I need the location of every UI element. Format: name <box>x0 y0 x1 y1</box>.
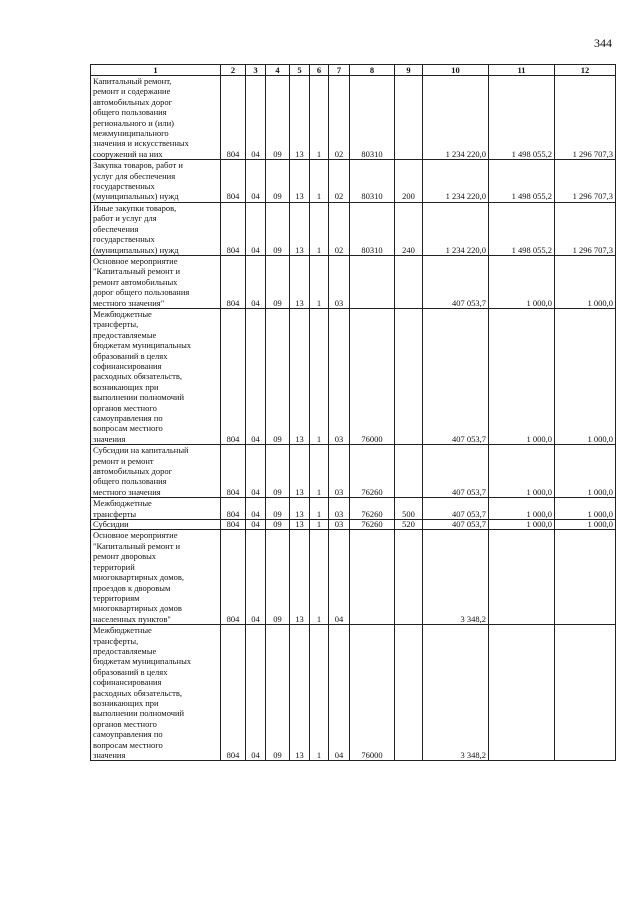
cell-col-4: 09 <box>266 160 290 203</box>
table-row <box>91 445 616 498</box>
column-header: 9 <box>395 65 423 76</box>
cell-col-11: 1 000,0 <box>489 445 555 498</box>
cell-col-3: 04 <box>246 445 266 498</box>
cell-col-11: 1 498 055,2 <box>489 202 555 255</box>
column-header: 1 <box>91 65 221 76</box>
cell-col-5: 13 <box>290 160 310 203</box>
column-header: 7 <box>329 65 350 76</box>
row-name-cell: Основное мероприятие "Капитальный ремонт и ремонт дворовых территорий многоквартирных домов, проездов к дворовым территориям многоквартирных домов населенных пунктов" <box>91 530 221 625</box>
row-name-cell: Субсидии на капитальный ремонт и ремонт автомобильных дорог общего пользования местного значения <box>91 445 221 498</box>
cell-col-6: 1 <box>310 520 329 530</box>
cell-col-10: 3 348,2 <box>423 530 489 625</box>
table-row <box>91 76 616 160</box>
cell-col-5: 13 <box>290 520 310 530</box>
cell-col-9 <box>395 308 423 444</box>
cell-col-12: 1 000,0 <box>555 255 616 308</box>
cell-col-11: 1 000,0 <box>489 255 555 308</box>
cell-col-9 <box>395 530 423 625</box>
column-header: 3 <box>246 65 266 76</box>
cell-col-11: 1 498 055,2 <box>489 160 555 203</box>
row-name-cell: Иные закупки товаров, работ и услуг для обеспечения государственных (муниципальных) нужд <box>91 202 221 255</box>
cell-col-2: 804 <box>221 498 246 520</box>
cell-col-7: 02 <box>329 76 350 160</box>
cell-col-4: 09 <box>266 445 290 498</box>
cell-col-11: 1 000,0 <box>489 520 555 530</box>
cell-col-8: 80310 <box>350 202 395 255</box>
table-row <box>91 308 616 444</box>
budget-table <box>90 64 616 761</box>
cell-col-8: 80310 <box>350 76 395 160</box>
cell-col-10: 3 348,2 <box>423 625 489 761</box>
cell-col-9 <box>395 625 423 761</box>
cell-col-9: 200 <box>395 160 423 203</box>
cell-col-2: 804 <box>221 160 246 203</box>
cell-col-12: 1 296 707,3 <box>555 160 616 203</box>
cell-col-3: 04 <box>246 202 266 255</box>
row-name-cell: Основное мероприятие "Капитальный ремонт и ремонт автомобильных дорог общего пользования местного значения" <box>91 255 221 308</box>
cell-col-12: 1 296 707,3 <box>555 202 616 255</box>
cell-col-4: 09 <box>266 498 290 520</box>
cell-col-5: 13 <box>290 76 310 160</box>
cell-col-6: 1 <box>310 445 329 498</box>
cell-col-4: 09 <box>266 76 290 160</box>
cell-col-2: 804 <box>221 530 246 625</box>
cell-col-4: 09 <box>266 202 290 255</box>
cell-col-12: 1 000,0 <box>555 445 616 498</box>
cell-col-10: 407 053,7 <box>423 498 489 520</box>
cell-col-7: 03 <box>329 255 350 308</box>
cell-col-6: 1 <box>310 308 329 444</box>
cell-col-3: 04 <box>246 255 266 308</box>
cell-col-10: 1 234 220,0 <box>423 76 489 160</box>
cell-col-4: 09 <box>266 308 290 444</box>
header-row <box>91 65 616 76</box>
row-name-cell: Межбюджетные трансферты, предоставляемые бюджетам муниципальных образований в целях софинансирования расходных обязательств, возникающих при выполнении полномочий органов местного самоуправления по вопросам местного значения <box>91 625 221 761</box>
cell-col-6: 1 <box>310 255 329 308</box>
column-header: 12 <box>555 65 616 76</box>
cell-col-2: 804 <box>221 202 246 255</box>
cell-col-5: 13 <box>290 625 310 761</box>
cell-col-3: 04 <box>246 520 266 530</box>
table-row <box>91 520 616 530</box>
cell-col-3: 04 <box>246 160 266 203</box>
cell-col-7: 03 <box>329 498 350 520</box>
cell-col-7: 03 <box>329 520 350 530</box>
cell-col-3: 04 <box>246 625 266 761</box>
cell-col-12 <box>555 530 616 625</box>
cell-col-7: 02 <box>329 202 350 255</box>
column-header: 5 <box>290 65 310 76</box>
cell-col-5: 13 <box>290 308 310 444</box>
table-row <box>91 625 616 761</box>
cell-col-8: 76260 <box>350 498 395 520</box>
cell-col-5: 13 <box>290 445 310 498</box>
cell-col-7: 03 <box>329 445 350 498</box>
cell-col-5: 13 <box>290 202 310 255</box>
cell-col-4: 09 <box>266 530 290 625</box>
column-header: 10 <box>423 65 489 76</box>
cell-col-10: 407 053,7 <box>423 445 489 498</box>
cell-col-2: 804 <box>221 445 246 498</box>
cell-col-10: 407 053,7 <box>423 255 489 308</box>
cell-col-9 <box>395 445 423 498</box>
cell-col-7: 04 <box>329 530 350 625</box>
cell-col-11: 1 000,0 <box>489 498 555 520</box>
row-name-cell: Капитальный ремонт, ремонт и содержание автомобильных дорог общего пользования регионального и (или) межмуниципального значения и искусственных сооружений на них <box>91 76 221 160</box>
column-header: 2 <box>221 65 246 76</box>
cell-col-11: 1 498 055,2 <box>489 76 555 160</box>
cell-col-2: 804 <box>221 76 246 160</box>
cell-col-2: 804 <box>221 625 246 761</box>
cell-col-6: 1 <box>310 625 329 761</box>
cell-col-9: 500 <box>395 498 423 520</box>
cell-col-12: 1 000,0 <box>555 498 616 520</box>
table-row <box>91 255 616 308</box>
cell-col-12: 1 000,0 <box>555 520 616 530</box>
cell-col-11 <box>489 625 555 761</box>
table-row <box>91 202 616 255</box>
cell-col-11: 1 000,0 <box>489 308 555 444</box>
cell-col-2: 804 <box>221 520 246 530</box>
table-row <box>91 160 616 203</box>
cell-col-2: 804 <box>221 308 246 444</box>
column-header: 11 <box>489 65 555 76</box>
cell-col-3: 04 <box>246 530 266 625</box>
cell-col-4: 09 <box>266 255 290 308</box>
column-header: 4 <box>266 65 290 76</box>
cell-col-5: 13 <box>290 530 310 625</box>
cell-col-3: 04 <box>246 308 266 444</box>
row-name-cell: Межбюджетные трансферты <box>91 498 221 520</box>
cell-col-11 <box>489 530 555 625</box>
cell-col-8 <box>350 530 395 625</box>
cell-col-6: 1 <box>310 202 329 255</box>
cell-col-2: 804 <box>221 255 246 308</box>
cell-col-8: 76000 <box>350 625 395 761</box>
cell-col-5: 13 <box>290 255 310 308</box>
cell-col-6: 1 <box>310 530 329 625</box>
cell-col-6: 1 <box>310 76 329 160</box>
cell-col-9 <box>395 76 423 160</box>
cell-col-8 <box>350 255 395 308</box>
cell-col-3: 04 <box>246 498 266 520</box>
table-row <box>91 530 616 625</box>
cell-col-8: 76260 <box>350 445 395 498</box>
cell-col-4: 09 <box>266 625 290 761</box>
cell-col-12: 1 000,0 <box>555 308 616 444</box>
page-number: 344 <box>594 36 612 50</box>
cell-col-12: 1 296 707,3 <box>555 76 616 160</box>
cell-col-10: 1 234 220,0 <box>423 202 489 255</box>
cell-col-9: 520 <box>395 520 423 530</box>
cell-col-9: 240 <box>395 202 423 255</box>
cell-col-12 <box>555 625 616 761</box>
cell-col-8: 80310 <box>350 160 395 203</box>
cell-col-7: 02 <box>329 160 350 203</box>
cell-col-6: 1 <box>310 160 329 203</box>
column-header: 8 <box>350 65 395 76</box>
cell-col-10: 407 053,7 <box>423 520 489 530</box>
cell-col-9 <box>395 255 423 308</box>
cell-col-10: 407 053,7 <box>423 308 489 444</box>
column-header: 6 <box>310 65 329 76</box>
cell-col-8: 76260 <box>350 520 395 530</box>
row-name-cell: Межбюджетные трансферты, предоставляемые бюджетам муниципальных образований в целях софинансирования расходных обязательств, возникающих при выполнении полномочий органов местного самоуправления по вопросам местного значения <box>91 308 221 444</box>
cell-col-3: 04 <box>246 76 266 160</box>
cell-col-7: 03 <box>329 308 350 444</box>
cell-col-4: 09 <box>266 520 290 530</box>
cell-col-10: 1 234 220,0 <box>423 160 489 203</box>
row-name-cell: Субсидии <box>91 520 221 530</box>
row-name-cell: Закупка товаров, работ и услуг для обеспечения государственных (муниципальных) нужд <box>91 160 221 203</box>
cell-col-7: 04 <box>329 625 350 761</box>
cell-col-5: 13 <box>290 498 310 520</box>
cell-col-6: 1 <box>310 498 329 520</box>
table-row <box>91 498 616 520</box>
cell-col-8: 76000 <box>350 308 395 444</box>
